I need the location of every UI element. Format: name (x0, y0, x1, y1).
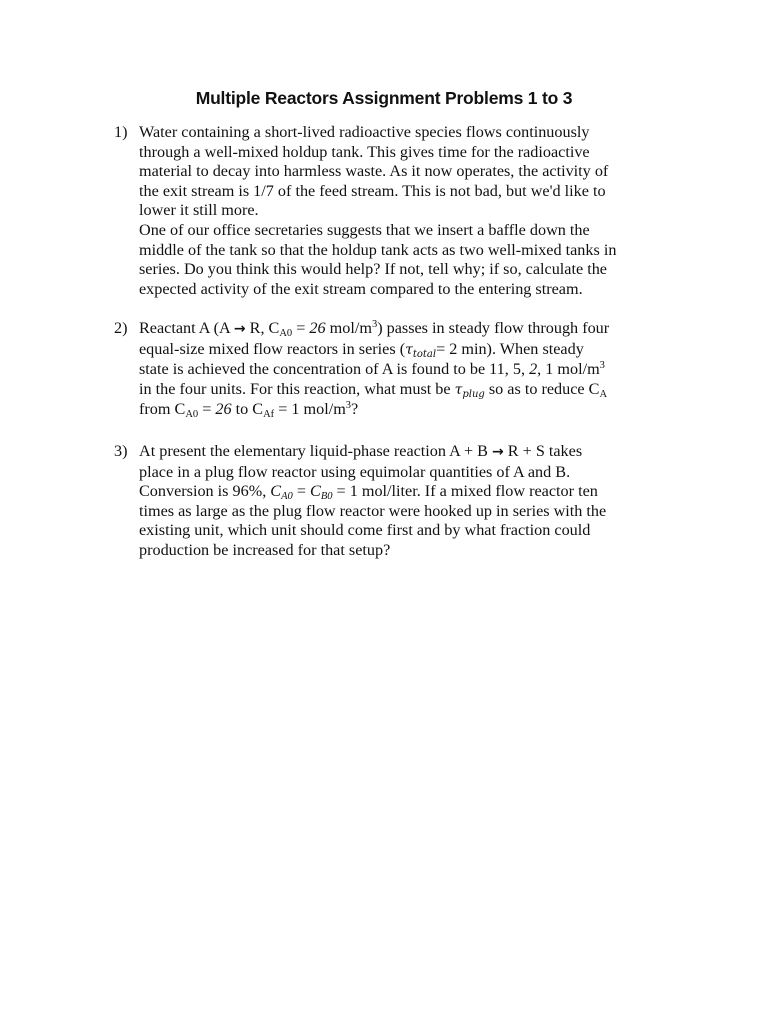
superscript: 3 (599, 360, 605, 372)
text-run: = 1 mol/liter. If a mixed flow reactor ten (332, 482, 598, 501)
text-run: from C (139, 400, 186, 419)
text-line: series. Do you think this would help? If not, tell why; if so, calculate the (139, 260, 607, 279)
subscript: A0 (279, 328, 293, 339)
problem-text (139, 123, 694, 299)
text-line: middle of the tank so that the holdup tank acts as two well-mixed tanks in (139, 240, 617, 259)
text-run: = (198, 400, 216, 419)
text-line: production be increased for that setup? (139, 540, 391, 559)
value-italic: 2 (529, 360, 538, 379)
text-run: R + S takes (503, 442, 583, 460)
subscript: total (412, 348, 437, 360)
text-line (139, 319, 694, 340)
superscript: 3 (345, 400, 352, 412)
text-line (139, 400, 694, 420)
text-line: lower it still more. (139, 201, 259, 220)
text-line (139, 442, 694, 463)
text-run: , 1 mol/m (537, 360, 600, 379)
arrow-right-icon: → (492, 444, 504, 460)
text-line: material to decay into harmless waste. As it now operates, the activity of (139, 162, 609, 181)
text-run: ) passes in steady flow through four (377, 319, 610, 337)
text-line: expected activity of the exit stream compared to the entering stream. (139, 279, 583, 298)
variable-italic: C (310, 482, 321, 501)
text-run: = (292, 319, 310, 337)
text-run: so as to reduce C (484, 379, 600, 398)
text-line: through a well-mixed holdup tank. This gives time for the radioactive (139, 142, 590, 161)
subscript: plug (462, 388, 485, 400)
subscript: A (599, 388, 608, 400)
text-run: R, C (245, 319, 280, 337)
text-run: ? (351, 400, 359, 419)
problem-number: 2) (114, 319, 128, 337)
superscript: 3 (371, 319, 378, 330)
text-run: = (292, 482, 311, 501)
problem-number: 1) (114, 123, 128, 141)
problem-text (139, 319, 694, 420)
problem-text (139, 442, 694, 561)
text-run: to C (231, 400, 264, 419)
subscript: A0 (281, 491, 293, 503)
text-line (139, 380, 694, 401)
document-title: Multiple Reactors Assignment Problems 1 to 3 (195, 88, 573, 108)
text-run: in the four units. For this reaction, what must be (139, 379, 455, 398)
text-run: equal-size mixed flow reactors in series ( (139, 339, 406, 358)
text-run: Conversion is 96%, (139, 482, 271, 501)
text-line (139, 340, 694, 361)
tau-symbol: $\tau_{total}$ (405, 341, 437, 360)
text-line (139, 482, 694, 502)
text-run: Reactant A (A (139, 319, 234, 337)
text-run: At present the elementary liquid-phase reaction A + B (139, 442, 493, 460)
text-line: the exit stream is 1/7 of the feed stream. This is not bad, but we'd like to (139, 181, 606, 200)
text-line: existing unit, which unit should come first and by what fraction could (139, 521, 591, 540)
text-run: = 1 mol/m (274, 400, 346, 419)
text-run: mol/m (325, 319, 372, 337)
subscript: A0 (185, 409, 199, 421)
text-line: place in a plug flow reactor using equimolar quantities of A and B. (139, 462, 571, 481)
text-line: times as large as the plug flow reactor were hooked up in series with the (139, 501, 607, 520)
value-italic: 26 (309, 319, 326, 337)
subscript: Af (263, 409, 275, 421)
text-line (139, 360, 694, 380)
text-line: Water containing a short-lived radioactive species flows continuously (139, 123, 590, 141)
text-line: One of our office secretaries suggests that we insert a baffle down the (139, 220, 590, 239)
arrow-right-icon: → (233, 321, 246, 337)
text-run: = 2 min). When steady (436, 339, 584, 358)
problem-number: 3) (114, 442, 128, 460)
tau-symbol: $\tau_{plug}$ (454, 381, 485, 400)
text-run: state is achieved the concentration of A is found to be 11, 5, (139, 360, 530, 379)
subscript: B0 (320, 491, 333, 503)
variable-italic: C (270, 482, 282, 501)
value-italic: 26 (215, 400, 232, 419)
